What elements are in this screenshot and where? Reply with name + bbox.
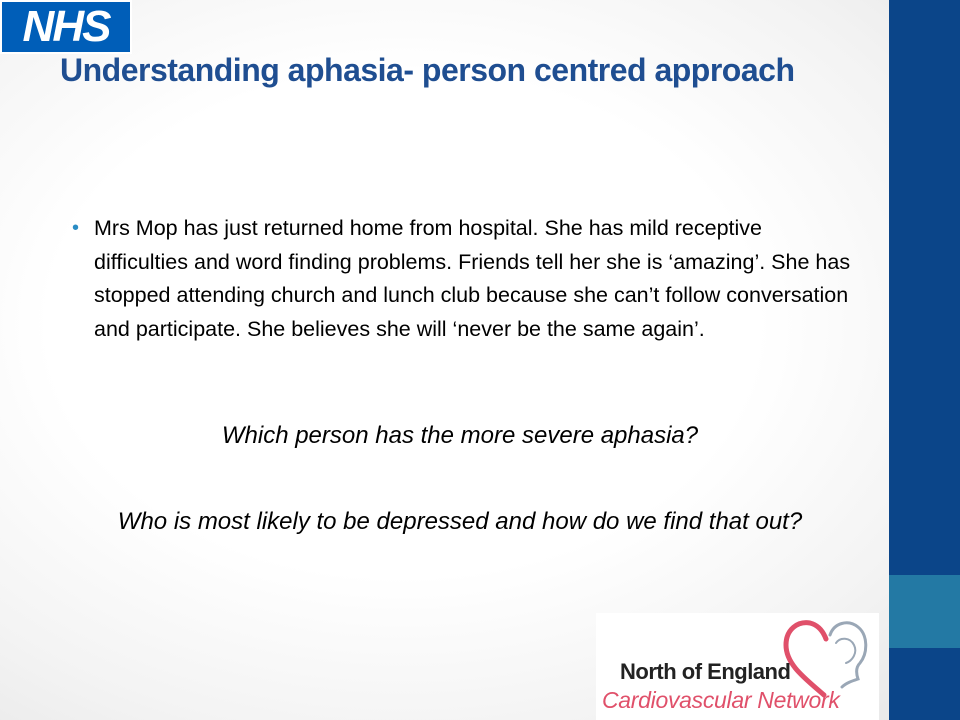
slide-title: Understanding aphasia- person centred approach <box>60 52 795 88</box>
bullet-icon: • <box>72 217 80 239</box>
side-accent-bar <box>889 0 960 720</box>
question-severity: Which person has the more severe aphasia? <box>221 422 699 449</box>
nhs-logo <box>0 0 132 54</box>
side-bar-dark-bottom <box>889 648 960 720</box>
side-bar-dark-top <box>889 0 960 575</box>
bullet-text: Mrs Mop has just returned home from hospital. She has mild receptive difficulties and word finding problems. Friends tell her she is ‘amazing’. She has stopped attending church and lunch club because she can’t follow conversation and participate. She believes she will ‘never be the same again’. <box>94 216 851 341</box>
nhs-logo-text: NHS <box>22 2 110 51</box>
side-bar-light-block <box>889 575 960 648</box>
logo-line-1: North of England <box>620 659 791 684</box>
question-depression: Who is most likely to be depressed and how do we find that out? <box>117 508 803 535</box>
north-of-england-network-logo <box>596 613 879 720</box>
bullet-item <box>72 212 852 346</box>
logo-line-2: Cardiovascular Network <box>602 687 840 713</box>
